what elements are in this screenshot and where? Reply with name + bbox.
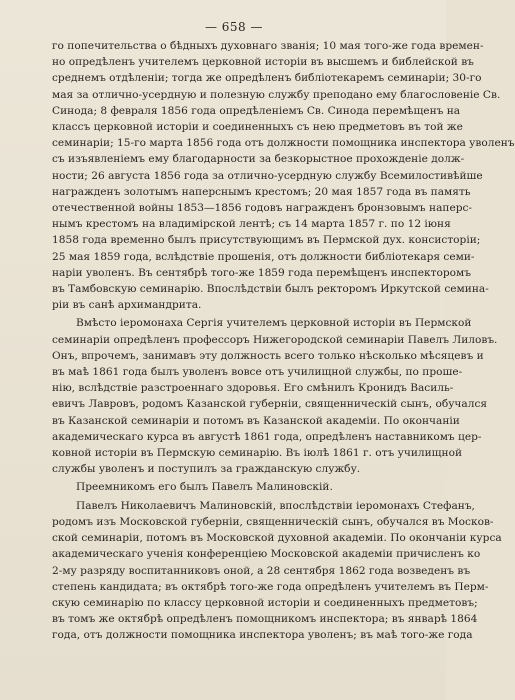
paragraph: [52, 479, 416, 495]
text-line: года, отъ должности помощника инспектора уволенъ; въ маѣ того-же года: [52, 629, 473, 642]
paragraph: [52, 38, 515, 313]
text-line: классъ церковной исторіи и соединенныхъ съ нею предметовъ въ той же: [52, 121, 463, 134]
text-line: академическаго курса въ августѣ 1861 года, опредѣленъ наставникомъ цер-: [52, 430, 482, 443]
text-line: Онъ, впрочемъ, занимавъ эту должность всего только нѣсколько мѣсяцевъ и: [52, 349, 484, 362]
text-line: степень кандидата; въ октябрѣ того-же года опредѣленъ учителемъ въ Перм-: [52, 580, 489, 593]
text-line: семинаріи; 15-го марта 1856 года отъ должности помощника инспектора уволенъ: [52, 137, 515, 150]
text-line: но опредѣленъ учителемъ церковной исторіи въ высшемъ и библейской въ: [52, 56, 474, 69]
text-line: ковной исторіи въ Пермскую семинарію. Въ іюлѣ 1861 г. отъ училищной: [52, 447, 463, 460]
text-line: ности; 26 августа 1856 года за отлично-усердную службу Всемилостивѣйше: [52, 169, 483, 182]
text-line: отечественной войны 1853—1856 годовъ награжденъ бронзовымъ наперс-: [52, 202, 473, 215]
text-line: 25 мая 1859 года, вслѣдствіе прошенія, отъ должности библіотекаря семи-: [52, 250, 475, 263]
text-line: 1858 года временно былъ присутствующимъ въ Пермской дух. консисторіи;: [52, 234, 481, 247]
text-line: въ Казанской семинаріи и потомъ въ Казанской академіи. По окончаніи: [52, 414, 460, 427]
text-line: Вмѣсто іеромонаха Сергія учителемъ церковной исторіи въ Пермской: [76, 317, 472, 330]
text-line: въ томъ же октябрѣ опредѣленъ помощникомъ инспектора; въ январѣ 1864: [52, 613, 478, 626]
text-line: нію, вслѣдствіе разстроеннаго здоровья. Его смѣнилъ Кронидъ Василь-: [52, 382, 454, 395]
text-line: академическаго ученія конференціею Московской академіи причисленъ ко: [52, 548, 481, 561]
text-line: съ изъявленіемъ ему благодарности за безкорыстное прохожденіе долж-: [52, 153, 465, 166]
text-line: Синода; 8 февраля 1856 года опредѣленіемъ Св. Синода перемѣщенъ на: [52, 104, 461, 117]
text-body: [52, 38, 515, 644]
text-line: го попечительства о бѣдныхъ духовнаго званія; 10 мая того-же года времен-: [52, 40, 484, 52]
text-line: награжденъ золотымъ наперснымъ крестомъ; 20 мая 1857 года въ память: [52, 185, 471, 198]
text-line: наріи уволенъ. Въ сентябрѣ того-же 1859 года перемѣщенъ инспекторомъ: [52, 266, 471, 279]
text-line: скую семинарію по классу церковной исторіи и соединенныхъ предметовъ;: [52, 596, 478, 609]
text-line: семинаріи опредѣленъ профессоръ Нижегородской семинаріи Павелъ Лиловъ.: [52, 333, 498, 346]
text-line: нымъ крестомъ на владимірской лентѣ; съ 14 марта 1857 г. по 12 іюня: [52, 218, 451, 231]
text-line: въ маѣ 1861 года былъ уволенъ вовсе отъ училищной службы, по проше-: [52, 366, 463, 379]
text-line: среднемъ отдѣленіи; тогда же опредѣленъ библіотекаремъ семинаріи; 30-го: [52, 72, 482, 85]
text-line: въ Тамбовскую семинарію. Впослѣдствіи былъ ректоромъ Иркутской семина-: [52, 283, 489, 296]
paragraph: [52, 498, 502, 644]
paragraph: [52, 315, 498, 477]
text-line: 2-му разряду воспитанниковъ оной, а 28 сентября 1862 года возведенъ въ: [52, 564, 471, 577]
page-number: — 658 —: [204, 20, 264, 34]
text-line: родомъ изъ Московской губерніи, священническій сынъ, обучался въ Москов-: [52, 515, 494, 528]
text-line: службы уволенъ и поступилъ за гражданскую службу.: [52, 463, 361, 476]
text-line: Павелъ Николаевичъ Малиновскій, впослѣдствіи іеромонахъ Стефанъ,: [76, 499, 475, 512]
text-line: ской семинаріи, потомъ въ Московской духовной академіи. По окончаніи курса: [52, 532, 502, 545]
text-line: евичъ Лавровъ, родомъ Казанской губерніи, священническій сынъ, обучался: [52, 398, 488, 411]
text-line: Преемникомъ его былъ Павелъ Малиновскій.: [76, 481, 333, 494]
text-line: мая за отлично-усердную и полезную службу преподано ему благословеніе Св.: [52, 88, 501, 101]
text-line: ріи въ санѣ архимандрита.: [52, 299, 202, 312]
